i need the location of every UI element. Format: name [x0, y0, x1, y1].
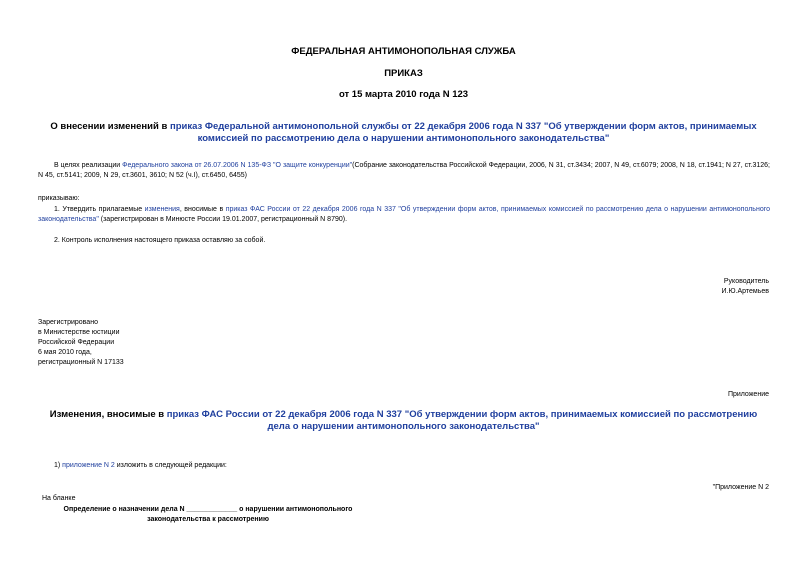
item1-prefix: 1. Утвердить прилагаемые [54, 206, 145, 213]
signature-role: Руководитель [723, 278, 769, 285]
registration-line-1: Зарегистрировано [38, 319, 98, 326]
registration-line-5: регистрационный N 17133 [38, 359, 124, 366]
registration-line-4: 6 мая 2010 года, [38, 349, 92, 356]
item1-suffix: (зарегистрирован в Минюсте России 19.01.2007, регистрационный N 8790). [98, 216, 348, 223]
fas-order-link[interactable]: приказ ФАС России от 22 декабря 2006 года N 337 "Об утверждении форм актов, принимаемых комиссией по рассмотрению дела о нарушении антимонопольного законодательства" [38, 206, 770, 223]
form-title-line-2: законодательства к рассмотрению [147, 516, 269, 523]
item1-mid: , вносимые в [179, 206, 226, 213]
federal-law-link[interactable]: Федерального закона от 26.07.2006 N 135-ФЗ "О защите конкуренции" [122, 162, 353, 169]
preamble-suffix: (Собрание законодательства Российской Федерации, 2006, N 31, ст.3434; 2007, N 49, ст.6079; 2008, N 18, ст.1941; N 27, ст.3126; N 45, ст.5141; 2009, N 29, ст.3601, 3610; N 52 (ч.I), ст.6450, 6455) [38, 162, 770, 179]
document-type: ПРИКАЗ [384, 68, 423, 79]
title-order-link[interactable]: приказ Федеральной антимонопольной службы от 22 декабря 2006 года N 337 "Об утверждении форм актов, принимаемых комиссией по рассмотрению дела о нарушении антимонопольного законодательства" [169, 121, 757, 144]
title-prefix: О внесении изменений в [50, 121, 170, 132]
registration-line-2: в Министерстве юстиции [38, 329, 120, 336]
preamble-prefix: В целях реализации [54, 162, 123, 169]
preamble [38, 161, 770, 181]
order-item-1 [38, 205, 770, 225]
appendix-2-label: "Приложение N 2 [712, 484, 769, 491]
agency-name: ФЕДЕРАЛЬНАЯ АНТИМОНОПОЛЬНАЯ СЛУЖБА [291, 46, 516, 57]
appendix-2-link[interactable]: приложение N 2 [62, 462, 115, 469]
registration-line-3: Российской Федерации [38, 339, 115, 346]
change-item-1 [54, 461, 227, 471]
changes-link[interactable]: изменения [144, 206, 180, 213]
signature-name: И.Ю.Артемьев [721, 288, 769, 295]
document-date: от 15 марта 2010 года N 123 [338, 89, 469, 100]
change1-suffix: изложить в следующей редакции: [114, 462, 227, 469]
document-title [40, 121, 767, 145]
form-title [38, 505, 378, 525]
order-word: приказываю: [38, 195, 80, 202]
change1-prefix: 1) [54, 462, 63, 469]
changes-title [40, 409, 767, 433]
appendix-label: Приложение [727, 391, 769, 398]
blank-label: На бланке [42, 495, 76, 502]
changes-title-order-link[interactable]: приказ ФАС России от 22 декабря 2006 года N 337 "Об утверждении форм актов, принимаемых комиссией по рассмотрению дела о нарушении антимонопольного законодательства" [166, 409, 758, 432]
changes-title-prefix: Изменения, вносимые в [49, 409, 167, 420]
registration-block [38, 318, 124, 368]
form-title-line-1: Определение о назначении дела N _____________ о нарушении антимонопольного [63, 506, 353, 513]
order-item-2: 2. Контроль исполнения настоящего приказа оставляю за собой. [54, 237, 266, 244]
